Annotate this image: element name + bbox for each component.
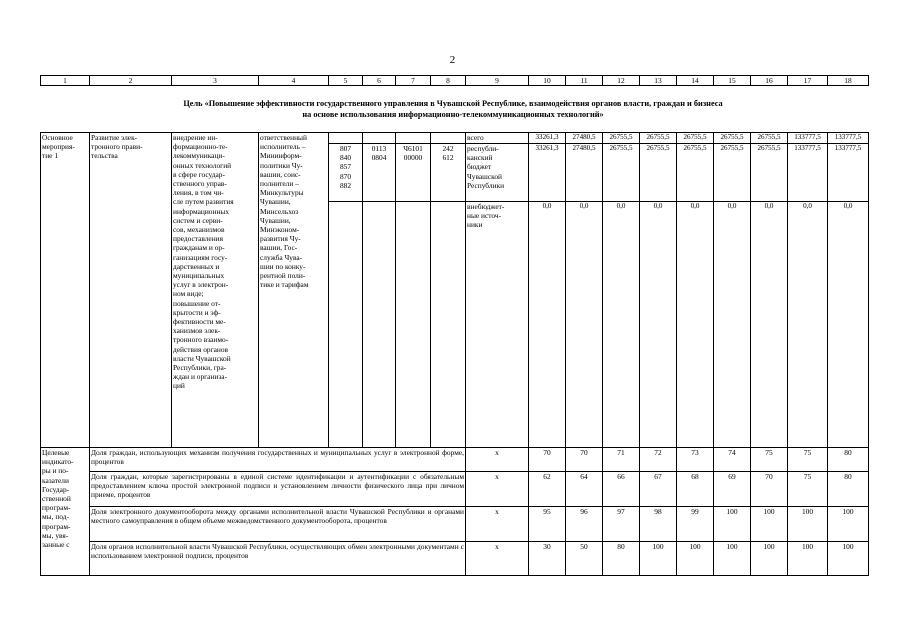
funding-value: 0,0 [640,202,677,448]
indicator-value: 100 [714,542,751,576]
header-col-11: 11 [566,76,603,86]
column-number-header [40,75,869,86]
indicator-value: 100 [677,542,714,576]
indicator-value: 67 [640,472,677,507]
funding-value: 0,0 [788,202,828,448]
header-col-2: 2 [90,76,172,86]
code-cell-empty [329,133,363,144]
indicator-value: 98 [640,507,677,542]
indicator-value: 64 [566,472,603,507]
indicator-value: 75 [788,472,828,507]
indicator-value: 70 [529,448,566,472]
funding-value: 133777,5 [788,133,828,144]
event-executor: ответственный исполнитель – Мининформ- политики Чу- вашии, соис- полнители – Минкультуры Чувашии, Минсельхоз Чувашии, Минэконом- развития Чу- вашии, Гос- служба Чува- шии по конку- рентной поли- тике и тарифам [259,133,329,448]
indicator-mark: x [466,448,529,472]
event-description: внедрение ин- формационно-те- лекоммуникаци- онных технологий в сфере государ- ственного управ- ления, в том чи- сле путем развития информационных систем и серви- сов, механизмов предоставления гражданам и ор- ганизациям госу- дарственных и муниципальных услуг в электрон- ном виде; повышение от- крытости и эф- фективности ме- ханизмов элек- тронного взаимо- действия органов власти Чувашской Республики, гра- ждан и организа- ций [172,133,259,448]
header-col-17: 17 [788,76,828,86]
indicator-value: 74 [714,448,751,472]
indicator-value: 30 [529,542,566,576]
header-col-1: 1 [41,76,90,86]
goal-title-line-2: на основе использования информационно-телекоммуникационных технологий» [302,110,604,119]
funding-value: 0,0 [677,202,714,448]
funding-value: 26755,5 [603,133,640,144]
header-col-4: 4 [259,76,329,86]
header-col-14: 14 [677,76,714,86]
indicator-value: 80 [828,472,869,507]
header-row [41,76,869,86]
header-col-13: 13 [640,76,677,86]
funding-value: 33261,3 [529,133,566,144]
funding-row [41,133,869,144]
funding-value: 27480,5 [566,133,603,144]
funding-value: 26755,5 [714,133,751,144]
header-col-7: 7 [396,76,431,86]
indicator-value: 100 [828,542,869,576]
indicator-value: 100 [751,507,788,542]
indicator-value: 100 [788,507,828,542]
page-number: 2 [449,54,456,66]
funding-value: 0,0 [603,202,640,448]
indicator-value: 75 [788,448,828,472]
indicator-value: 70 [751,472,788,507]
indicator-value: 69 [714,472,751,507]
header-col-16: 16 [751,76,788,86]
code-cell-empty [431,133,466,144]
indicator-value: 71 [603,448,640,472]
funding-value: 33261,3 [529,144,566,202]
funding-value: 26755,5 [677,144,714,202]
indicator-value: 80 [828,448,869,472]
indicator-row [41,507,869,542]
funding-value: 0,0 [828,202,869,448]
funding-value: 26755,5 [751,144,788,202]
header-col-5: 5 [329,76,363,86]
funding-value: 0,0 [566,202,603,448]
rzpr-code: 0113 0804 [363,144,396,202]
indicator-text: Доля электронного документооборота между органами исполнительной власти Чувашской Республики и органами местного самоуправления в общем объеме межведомственного документооборота, процентов [90,507,466,542]
indicator-value: 72 [640,448,677,472]
goal-title [40,98,866,120]
indicator-value: 62 [529,472,566,507]
funding-value: 26755,5 [603,144,640,202]
funding-value: 133777,5 [788,144,828,202]
header-col-12: 12 [603,76,640,86]
header-col-15: 15 [714,76,751,86]
indicator-mark: x [466,472,529,507]
code-cell-empty [396,133,431,144]
header-col-9: 9 [466,76,529,86]
indicator-value: 50 [566,542,603,576]
funding-value: 26755,5 [640,144,677,202]
indicator-value: 100 [640,542,677,576]
indicator-mark: x [466,542,529,576]
indicator-value: 100 [751,542,788,576]
indicator-value: 70 [566,448,603,472]
funding-value: 0,0 [529,202,566,448]
event-name: Основное мероприя- тие 1 [41,133,90,448]
header-col-10: 10 [529,76,566,86]
funding-value: 0,0 [714,202,751,448]
csr-code: Ч6101 00000 [396,144,431,202]
indicator-value: 97 [603,507,640,542]
indicator-row [41,448,869,472]
code-cell-empty [396,202,431,448]
code-cell-empty [329,202,363,448]
indicator-text: Доля органов исполнительной власти Чувашской Республики, осуществляющих обмен электронными документами с использованием электронной подписи, процентов [90,542,466,576]
indicator-value: 73 [677,448,714,472]
indicator-value: 80 [603,542,640,576]
grbs-code: 807 840 857 870 882 [329,144,363,202]
funding-value: 26755,5 [640,133,677,144]
header-col-6: 6 [363,76,396,86]
indicator-value: 99 [677,507,714,542]
indicator-value: 100 [788,542,828,576]
funding-value: 26755,5 [714,144,751,202]
indicator-value: 75 [751,448,788,472]
vr-code: 242 612 [431,144,466,202]
indicator-value: 100 [714,507,751,542]
funding-value: 133777,5 [828,133,869,144]
funding-value: 26755,5 [677,133,714,144]
indicator-value: 68 [677,472,714,507]
event-title: Развитие элек- тронного прави- тельства [90,133,172,448]
code-cell-empty [363,133,396,144]
funding-value: 133777,5 [828,144,869,202]
funding-value: 27480,5 [566,144,603,202]
program-table [40,132,869,576]
funding-source: внебюджет- ные источ- ники [466,202,529,448]
indicator-row [41,472,869,507]
header-col-18: 18 [828,76,869,86]
targets-label: Целевые индикато- ры и по- казатели Государ- ственной програм- мы, под- програм- мы, увя- занные с [41,448,90,576]
funding-source: всего [466,133,529,144]
indicator-text: Доля граждан, которые зарегистрированы в единой системе идентификации и аутентификации с обязательным предоставлением ключа простой электронной подписи и установлением личности физического лица при личном приеме, процентов [90,472,466,507]
indicator-row [41,542,869,576]
funding-value: 0,0 [751,202,788,448]
indicator-value: 95 [529,507,566,542]
header-col-8: 8 [431,76,466,86]
indicator-text: Доля граждан, использующих механизм получения государственных и муниципальных услуг в электронной форме, процентов [90,448,466,472]
indicator-value: 100 [828,507,869,542]
funding-value: 26755,5 [751,133,788,144]
indicator-value: 66 [603,472,640,507]
goal-title-line-1: Цель «Повышение эффективности государственного управления в Чувашской Республике, взаимодействия органов власти, граждан и бизнеса [183,99,723,108]
code-cell-empty [363,202,396,448]
code-cell-empty [431,202,466,448]
funding-source: республи- канский бюджет Чувашской Республики [466,144,529,202]
header-col-3: 3 [172,76,259,86]
indicator-mark: x [466,507,529,542]
indicator-value: 96 [566,507,603,542]
